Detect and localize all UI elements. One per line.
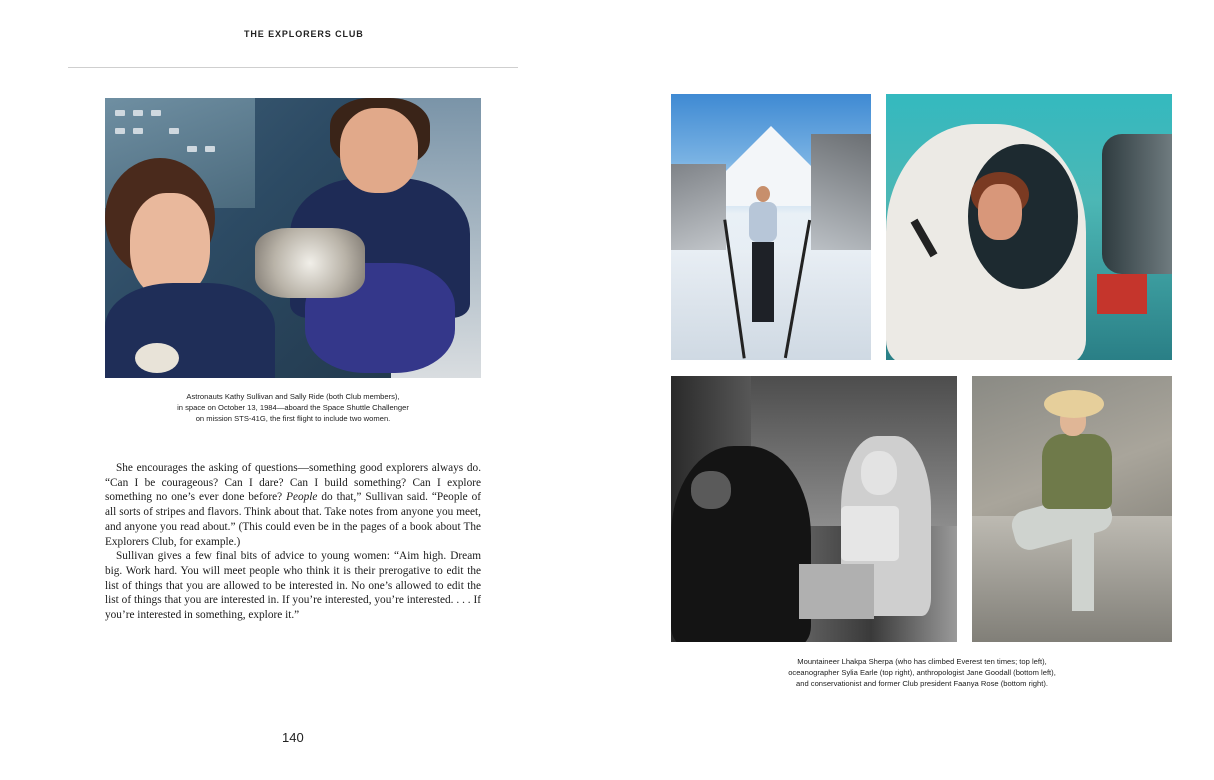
astronauts-photo xyxy=(105,98,481,378)
paragraph: Sullivan gives a few final bits of advice to young women: “Aim high. Dream big. Work hard. You will meet people who think it is their prerogative to edit the list of things that you are allowed to be interested in. No one’s allowed to edit the list of things that you are interested in. If you’re interested, you’re interested. . . . If you’re interested in something, explore it.” xyxy=(105,550,481,622)
model-satellite xyxy=(255,228,365,298)
right-page xyxy=(607,0,1214,780)
photo-caption: Mountaineer Lhakpa Sherpa (who has climbed Everest ten times; top left), oceanographer Sylia Earle (top right), anthropologist Jane Goodall (bottom left), and conservationist and former Club president Faanya Rose (bottom right). xyxy=(788,657,1056,688)
jane-goodall-photo xyxy=(671,376,957,642)
header-rule xyxy=(68,67,518,68)
photo-caption: Astronauts Kathy Sullivan and Sally Ride (both Club members), in space on October 13, 1984—aboard the Space Shuttle Challenger on mission STS-41G, the first flight to include two women. xyxy=(177,392,409,423)
faanya-rose-photo xyxy=(972,376,1172,642)
paragraph: She encourages the asking of questions—something good explorers always do. “Can I be courageous? Can I dare? Can I build something? Can I explore something no one’s ever done before? People do that,” Sullivan said. “People of all sorts of stripes and flavors. Think about that. Take notes from anyone you meet, and anyone you read about.” (This could even be in the pages of a book about The Explorers Club, for example.) xyxy=(105,462,482,548)
mission-patch xyxy=(135,343,179,373)
lhakpa-sherpa-photo xyxy=(671,94,871,360)
body-text xyxy=(105,461,481,623)
climber-figure xyxy=(746,186,780,326)
sylvia-earle-photo xyxy=(886,94,1172,360)
sun-hat xyxy=(1044,390,1104,418)
chimpanzee xyxy=(671,446,811,642)
page-number: 140 xyxy=(282,730,304,745)
running-head: THE EXPLORERS CLUB xyxy=(244,29,364,39)
